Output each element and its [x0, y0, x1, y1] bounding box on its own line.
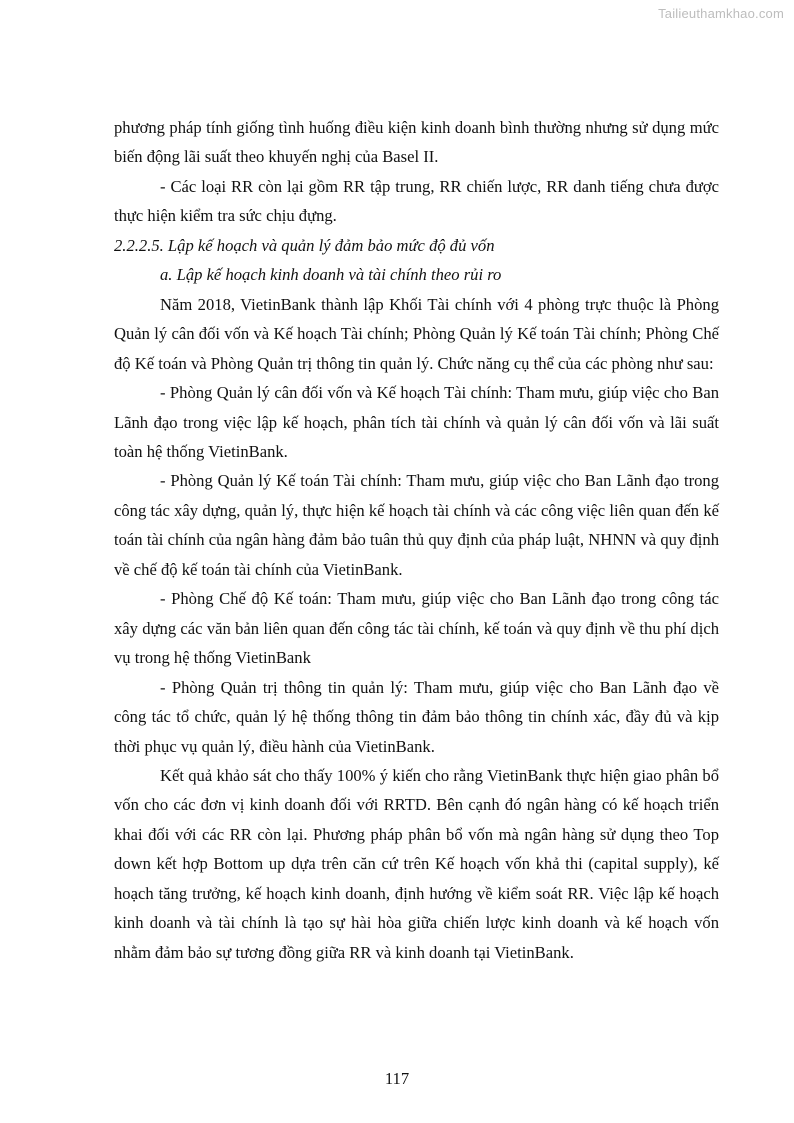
section-heading: 2.2.2.5. Lập kế hoạch và quản lý đảm bảo mức độ đủ vốn — [114, 235, 495, 255]
paragraph-survey-results: Kết quả khảo sát cho thấy 100% ý kiến cho rằng VietinBank thực hiện giao phân bổ vốn cho các đơn vị kinh doanh đối với RRTD. Bên cạnh đó ngân hàng có kế hoạch triển khai đối với các RR còn lại. Phương pháp phân bổ vốn mà ngân hàng sử dụng theo Top down kết hợp Bottom up dựa trên căn cứ trên Kế hoạch vốn khả thi (capital supply), kế hoạch tăng trưởng, kế hoạch kinh doanh, định hướng về kiểm soát RR. Việc lập kế hoạch kinh doanh và tài chính là tạo sự hài hòa giữa chiến lược kinh doanh và kế hoạch vốn nhằm đảm bảo sự tương đồng giữa RR và kinh doanh tại VietinBank. — [114, 765, 719, 962]
paragraph-capital-planning-dept: - Phòng Quản lý cân đối vốn và Kế hoạch Tài chính: Tham mưu, giúp việc cho Ban Lãnh đạo trong việc lập kế hoạch, phân tích tài chính và quản lý cân đối vốn và lãi suất toàn hệ thống VietinBank. — [114, 383, 719, 461]
watermark: Tailieuthamkhao.com — [658, 6, 784, 21]
paragraph-remaining-risks: - Các loại RR còn lại gồm RR tập trung, RR chiến lược, RR danh tiếng chưa được thực hiện kiểm tra sức chịu đựng. — [114, 176, 719, 226]
subsection-heading: a. Lập kế hoạch kinh doanh và tài chính theo rủi ro — [160, 265, 502, 285]
document-body — [114, 113, 719, 967]
paragraph-financial-accounting-dept: - Phòng Quản lý Kế toán Tài chính: Tham mưu, giúp việc cho Ban Lãnh đạo trong công tác xây dựng, quản lý, thực hiện kế hoạch tài chính và các công việc liên quan đến kế toán tài chính của ngân hàng đảm bảo tuân thủ quy định của pháp luật, NHNN và quy định về chế độ kế toán tài chính của VietinBank. — [114, 471, 719, 579]
paragraph-mis-dept: - Phòng Quản trị thông tin quản lý: Tham mưu, giúp việc cho Ban Lãnh đạo về công tác tổ chức, quản lý hệ thống thông tin đảm bảo thông tin chính xác, đầy đủ và kịp thời phục vụ quản lý, điều hành của VietinBank. — [114, 677, 719, 756]
page-number: 117 — [384, 1069, 410, 1088]
paragraph-accounting-policy-dept: - Phòng Chế độ Kế toán: Tham mưu, giúp việc cho Ban Lãnh đạo trong công tác xây dựng các văn bản liên quan đến công tác tài chính, kế toán và quy định về thu phí dịch vụ trong hệ thống VietinBank — [114, 589, 719, 668]
paragraph-continuation: phương pháp tính giống tình huống điều kiện kinh doanh bình thường nhưng sử dụng mức biến động lãi suất theo khuyến nghị của Basel II. — [114, 118, 719, 167]
paragraph-finance-division: Năm 2018, VietinBank thành lập Khối Tài chính với 4 phòng trực thuộc là Phòng Quản lý cân đối vốn và Kế hoạch Tài chính; Phòng Quản lý Kế toán Tài chính; Phòng Chế độ Kế toán và Phòng Quản trị thông tin quản lý. Chức năng cụ thể của các phòng như sau: — [114, 294, 719, 373]
